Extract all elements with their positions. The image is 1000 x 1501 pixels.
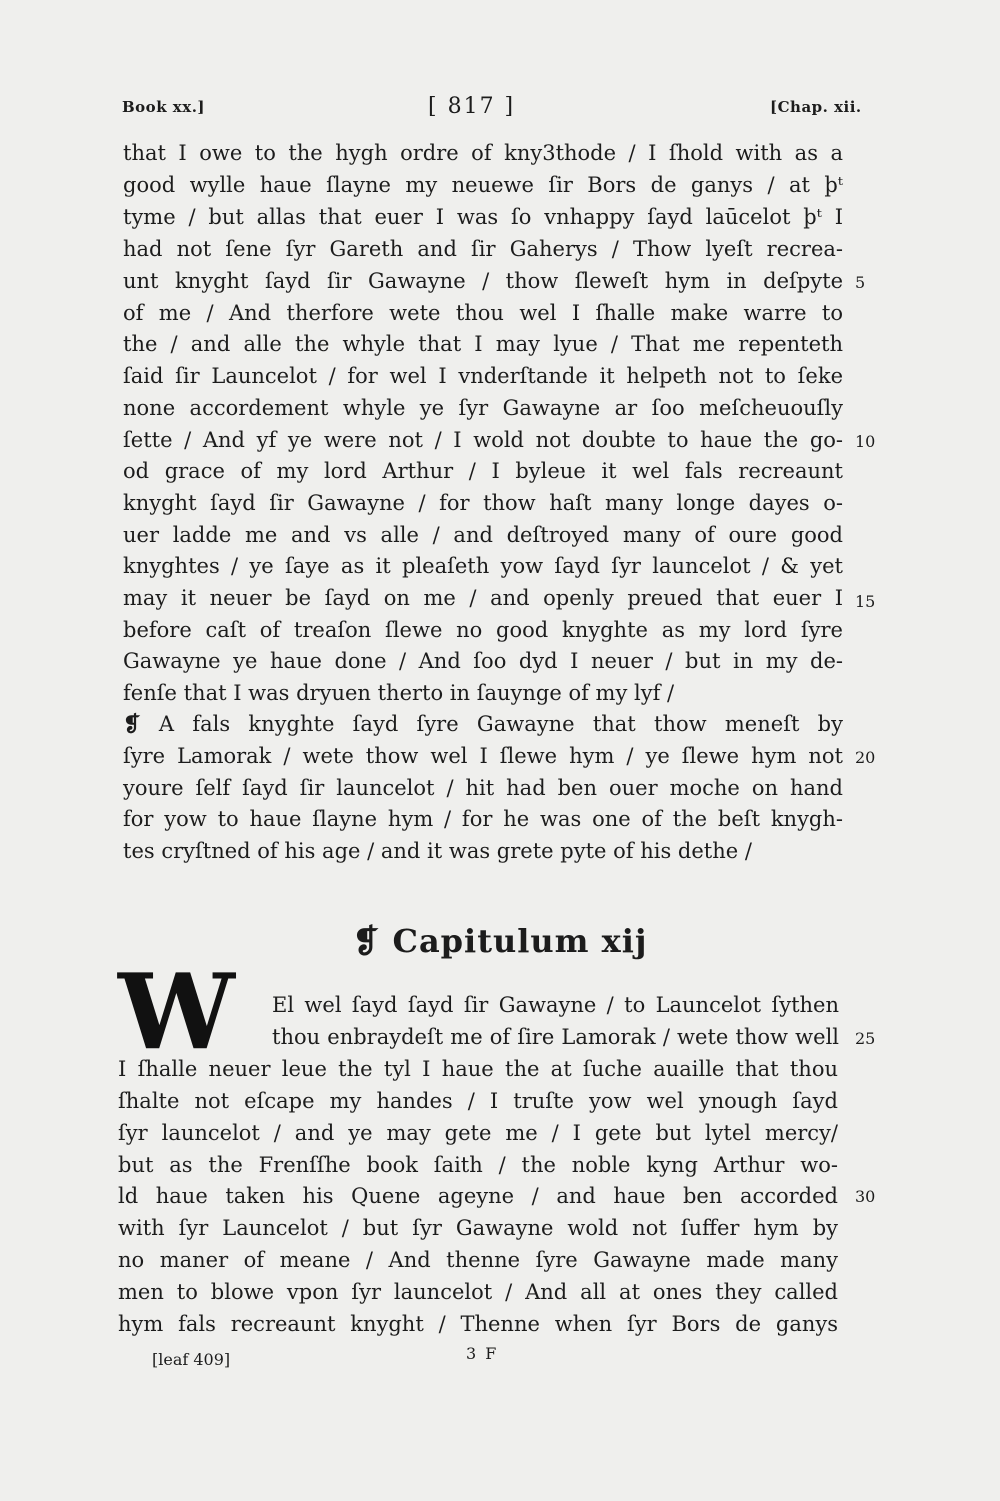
text-line: may it neuer be ſayd on me / and openly preued that euer I [123,586,843,610]
text-line: tyme / but allas that euer I was ſo vnhappy ſayd laūcelot þᵗ I [123,205,843,229]
text-line: for yow to haue ſlayne hym / for he was one of the beſt knygh- [123,807,843,831]
leaf-signature: [leaf 409] [152,1350,231,1369]
line-number: 30 [855,1187,876,1206]
text-line: ſyr launcelot / and ye may gete me / I gete but lytel mercy/ [118,1121,838,1145]
text-line: good wylle haue ſlayne my neuewe ſir Bors de ganys / at þᵗ [123,173,843,197]
line-number: 10 [855,432,876,451]
text-line: no maner of meane / And thenne ſyre Gawayne made many [118,1248,838,1272]
line-number: 5 [855,273,866,292]
text-line-content: A fals knyghte ſayd ſyre Gawayne that thow meneſt by [158,712,843,736]
text-line: ſette / And yf ye were not / I wold not doubte to haue the go- [123,428,843,452]
gathering-mark: 3 F [466,1344,499,1363]
line-number: 25 [855,1029,876,1048]
text-line: youre ſelf ſayd ſir launcelot / hit had ben ouer moche on hand [123,776,843,800]
text-line: none accordement whyle ye ſyr Gawayne ar ſoo meſcheuouſly [123,396,843,420]
page-number: [ 817 ] [428,94,516,119]
text-line: I ſhalle neuer leue the tyl I haue the at ſuche auaille that thou [118,1057,838,1081]
text-line: with ſyr Launcelot / but ſyr Gawayne wold not ſuffer hym by [118,1216,838,1240]
text-line: men to blowe vpon ſyr launcelot / And all at ones they called [118,1280,838,1304]
text-line: fenſe that I was dryuen therto in ſauynge of my lyf / [123,681,675,705]
text-line: had not ſene ſyr Gareth and ſir Gaherys / Thow lyeſt recrea- [123,237,843,261]
running-header [0,94,1000,124]
text-line: uer ladde me and vs alle / and deſtroyed many of oure good [123,523,843,547]
text-line: El wel ſayd ſayd ſir Gawayne / to Launcelot ſythen [272,993,839,1017]
line-number: 15 [855,592,876,611]
text-line: before caſt of treaſon ſlewe no good knyghte as my lord ſyre [123,618,843,642]
text-line: ſaid ſir Launcelot / for wel I vnderſtande it helpeth not to ſeke [123,364,843,388]
text-line: unt knyght ſayd ſir Gawayne / thow ſleweſt hym in deſpyte [123,269,843,293]
text-line: ld haue taken his Quene ageyne / and haue ben accorded [118,1184,838,1208]
text-line: knyghtes / ye ſaye as it pleaſeth yow ſayd ſyr launcelot / & yet [123,554,843,578]
text-line [123,711,843,737]
chapter-heading: ❡ Capitulum xij [352,922,648,960]
text-line: tes cryſtned of his age / and it was grete pyte of his dethe / [123,839,752,863]
text-line: od grace of my lord Arthur / I byleue it wel fals recreaunt [123,459,843,483]
text-line: of me / And therfore wete thou wel I ſhalle make warre to [123,301,843,325]
text-line: ſyre Lamorak / wete thow wel I ſlewe hym / ye ſlewe hym not [123,744,843,768]
text-line: thou enbraydeſt me of ſire Lamorak / wete thow well [272,1025,839,1049]
drop-cap: W [118,950,229,1073]
text-line: hym fals recreaunt knyght / Thenne when ſyr Bors de ganys [118,1312,838,1336]
line-number: 20 [855,748,876,767]
book-number: Book xx.] [122,98,206,116]
paragraph-mark: ❡ [123,711,141,736]
text-line: but as the Frenſſhe book ſaith / the noble kyng Arthur wo- [118,1153,838,1177]
text-line: that I owe to the hygh ordre of kny3thode / I ſhold with as a [123,141,843,165]
text-line: knyght ſayd ſir Gawayne / for thow haſt many longe dayes o- [123,491,843,515]
text-line: the / and alle the whyle that I may lyue / That me repenteth [123,332,843,356]
chapter-number: [Chap. xii. [770,98,862,116]
text-line: ſhalte not eſcape my handes / I truſte yow wel ynough ſayd [118,1089,838,1113]
text-line: Gawayne ye haue done / And ſoo dyd I neuer / but in my de- [123,649,843,673]
